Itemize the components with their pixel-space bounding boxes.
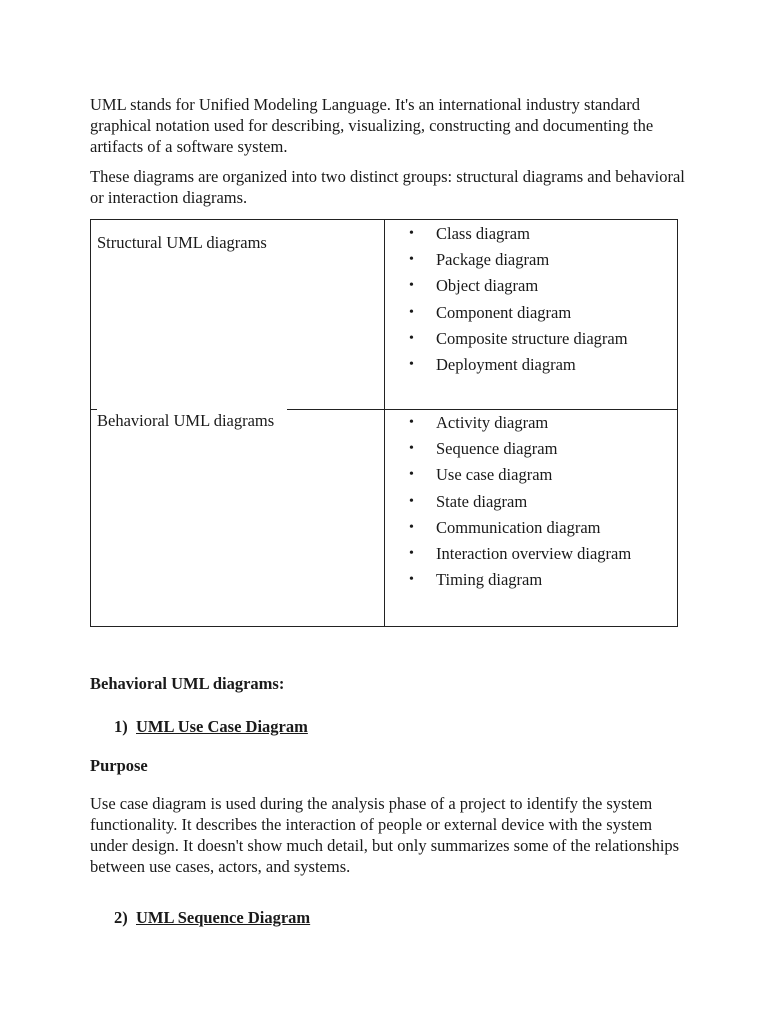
list-item: • Timing diagram bbox=[409, 570, 631, 596]
structural-diagram-list bbox=[409, 224, 628, 381]
numbered-heading-1 bbox=[114, 716, 308, 737]
list-item: • Sequence diagram bbox=[409, 439, 631, 465]
item-title: UML Use Case Diagram bbox=[136, 717, 308, 736]
list-item: • Use case diagram bbox=[409, 465, 631, 491]
table-row-divider-left bbox=[91, 409, 97, 410]
list-item: • Class diagram bbox=[409, 224, 628, 250]
behavioral-diagram-list bbox=[409, 413, 631, 596]
item-number: 2) bbox=[114, 908, 128, 927]
item-title: UML Sequence Diagram bbox=[136, 908, 311, 927]
section-heading: Behavioral UML diagrams: bbox=[90, 674, 285, 693]
table-column-divider bbox=[384, 220, 385, 626]
list-item: • State diagram bbox=[409, 492, 631, 518]
list-item: • Activity diagram bbox=[409, 413, 631, 439]
list-item: • Object diagram bbox=[409, 276, 628, 302]
behavioral-row-label: Behavioral UML diagrams bbox=[97, 411, 275, 430]
intro-paragraph-1: UML stands for Unified Modeling Language. It's an international industry standard graphical notation used for describing, visualizing, constructing and documenting the artifacts of a software system. bbox=[90, 95, 654, 156]
list-item: • Deployment diagram bbox=[409, 355, 628, 381]
list-item: • Component diagram bbox=[409, 303, 628, 329]
purpose-paragraph: Use case diagram is used during the analysis phase of a project to identify the system functionality. It describes the interaction of people or external device with the system under design. It doesn't show much detail, but only summarizes some of the relationships between use cases, actors, and systems. bbox=[90, 794, 680, 876]
structural-row-label: Structural UML diagrams bbox=[97, 233, 267, 252]
table-row-divider-left bbox=[287, 409, 384, 410]
list-item: • Interaction overview diagram bbox=[409, 544, 631, 570]
list-item: • Communication diagram bbox=[409, 518, 631, 544]
uml-diagram-table bbox=[90, 219, 678, 627]
list-item: • Composite structure diagram bbox=[409, 329, 628, 355]
item-number: 1) bbox=[114, 717, 128, 736]
list-item: • Package diagram bbox=[409, 250, 628, 276]
numbered-heading-2 bbox=[114, 907, 310, 928]
table-row-divider bbox=[384, 409, 677, 410]
intro-paragraph-2: These diagrams are organized into two distinct groups: structural diagrams and behavioral or interaction diagrams. bbox=[90, 167, 685, 207]
purpose-heading: Purpose bbox=[90, 756, 148, 775]
